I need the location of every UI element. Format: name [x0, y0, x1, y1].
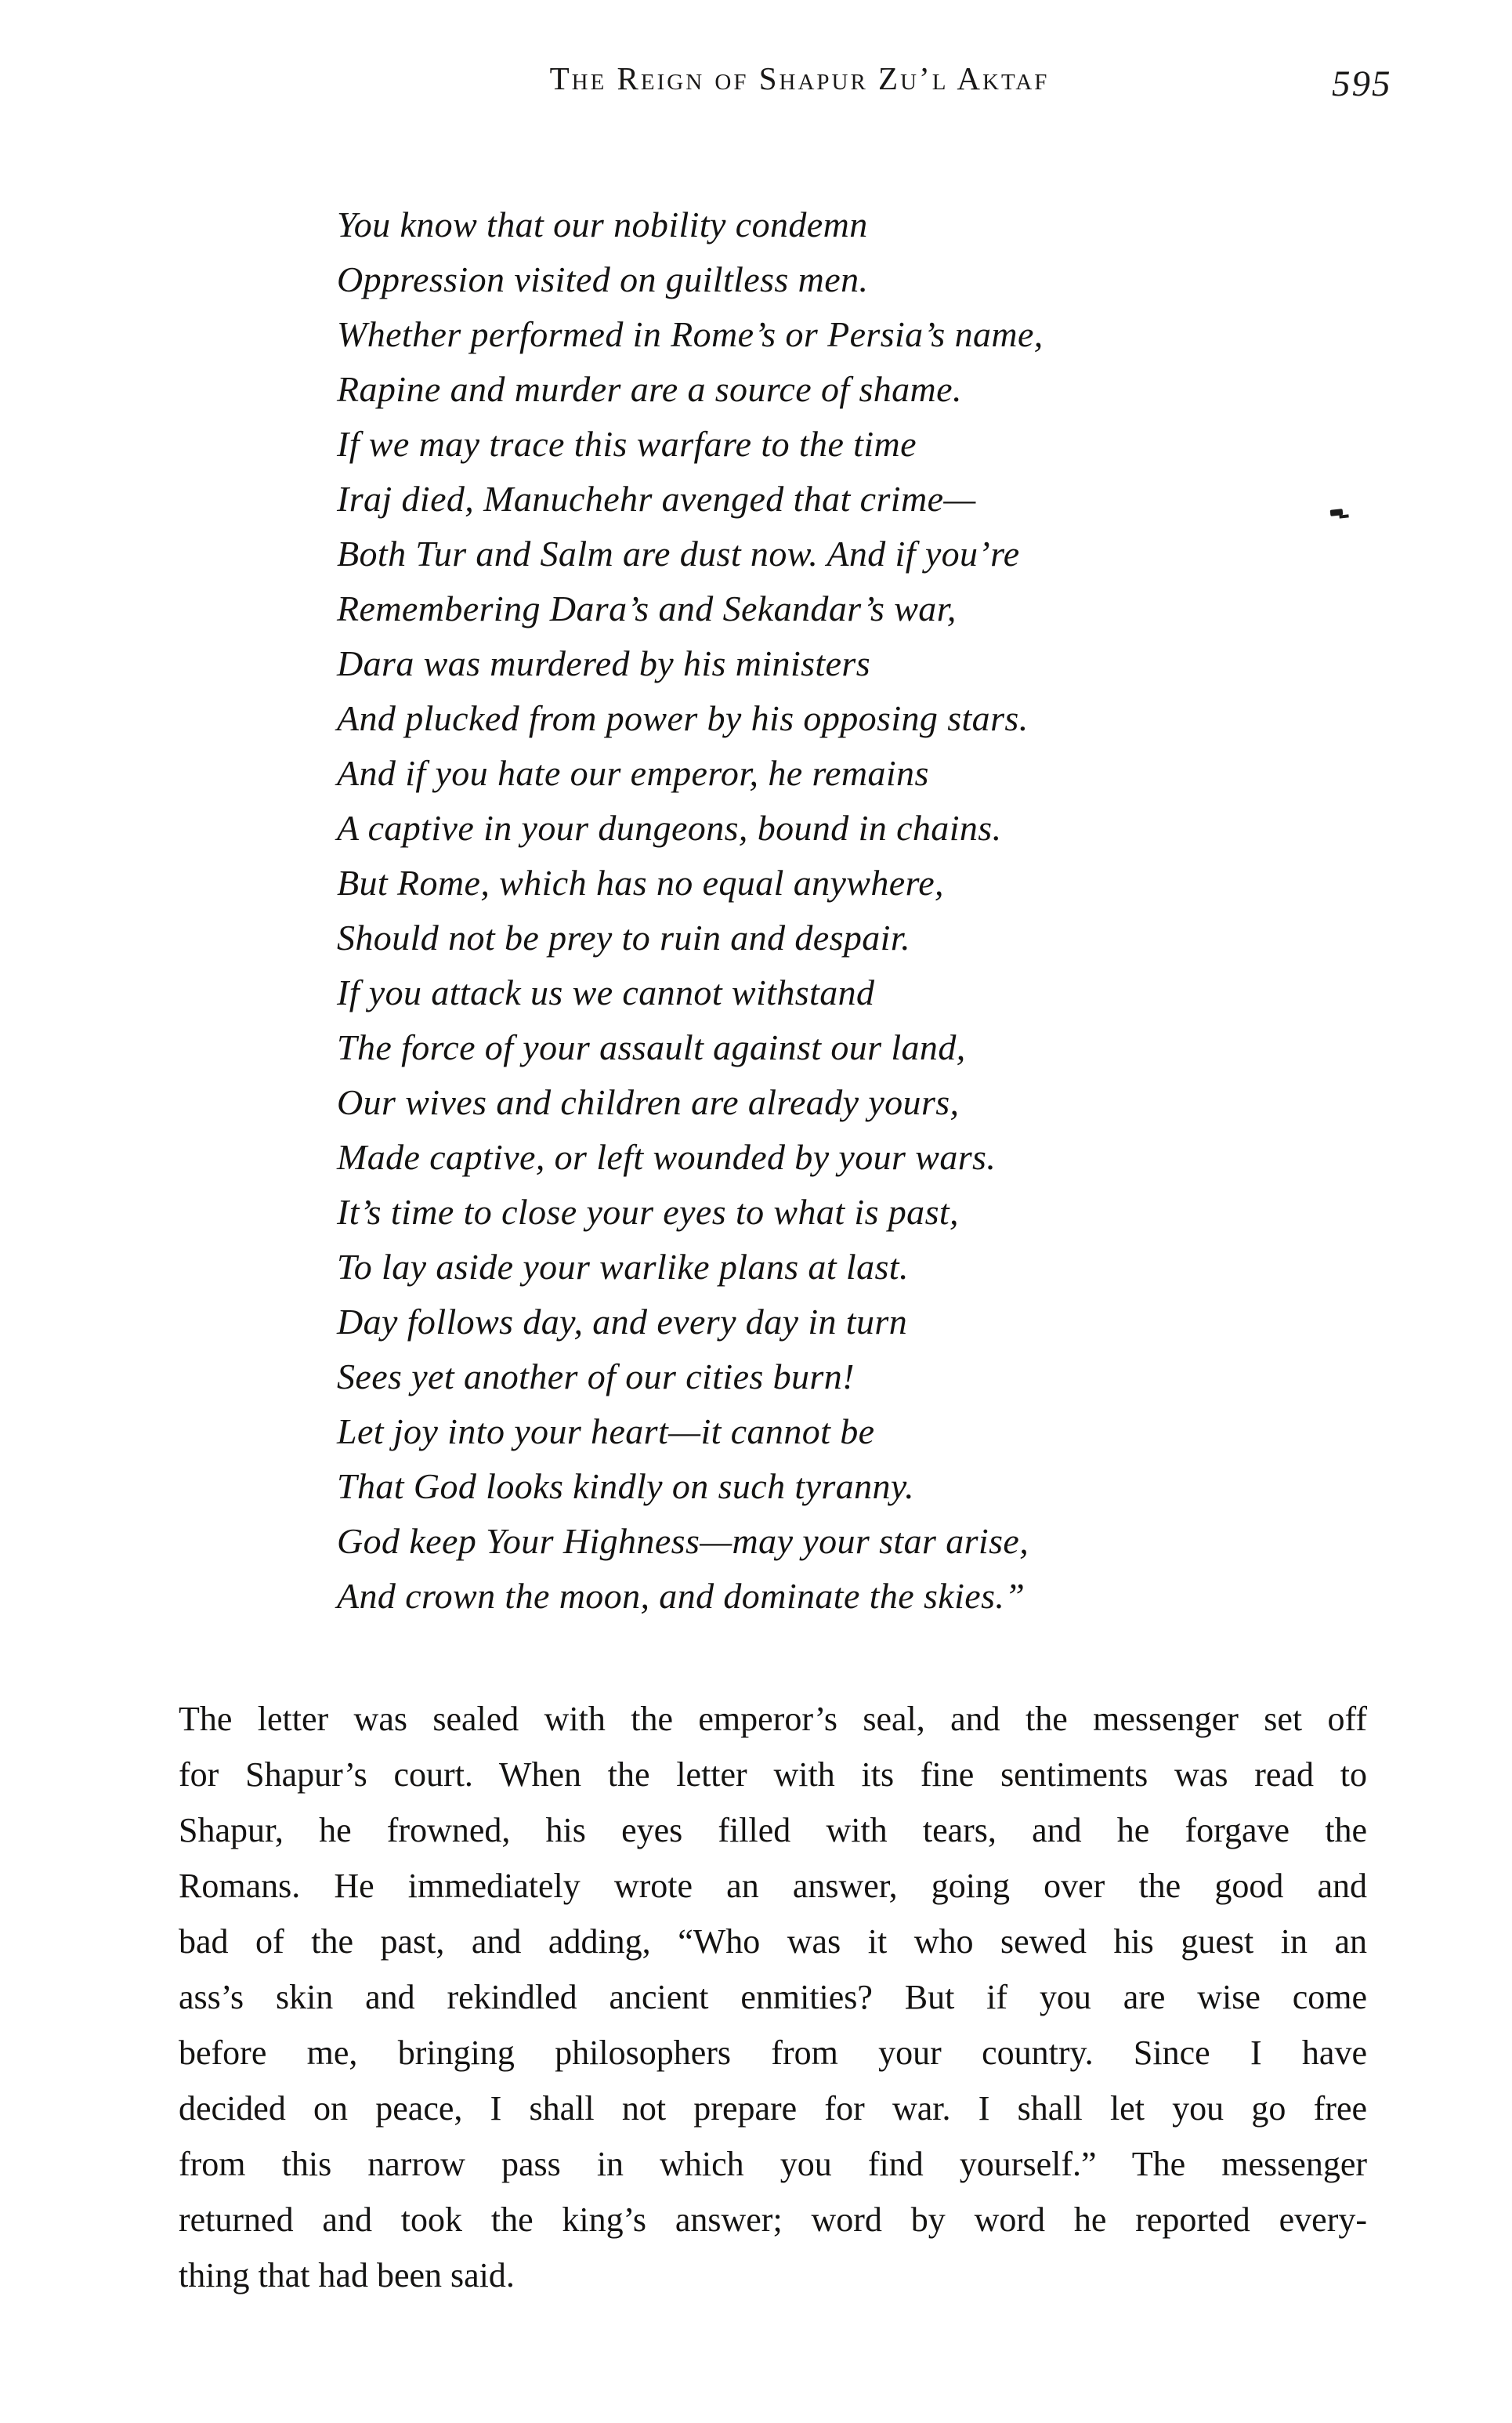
poem-line: That God looks kindly on such tyranny. [337, 1466, 915, 1506]
prose-line: thing that had been said. [179, 2256, 515, 2294]
poem-line: It’s time to close your eyes to what is past, [337, 1192, 959, 1232]
prose-line: Shapur, he frowned, his eyes filled with tears, and he forgave the [179, 1811, 1367, 1849]
poem-line: And crown the moon, and dominate the skies.” [337, 1576, 1025, 1616]
poem-line: If you attack us we cannot withstand [337, 972, 875, 1012]
poem-line: Made captive, or left wounded by your wars. [337, 1137, 997, 1177]
prose-line: decided on peace, I shall not prepare for war. I shall let you go free [179, 2089, 1367, 2128]
poem-line: If we may trace this warfare to the time [337, 424, 917, 464]
prose-line: before me, bringing philosophers from your country. Since I have [179, 2034, 1367, 2072]
poem-line: A captive in your dungeons, bound in chains. [337, 808, 1002, 848]
prose-line: for Shapur’s court. When the letter with its fine sentiments was read to [179, 1755, 1367, 1794]
poem-line: Dara was murdered by his ministers [337, 643, 871, 683]
prose-line: from this narrow pass in which you find yourself.” The messenger [179, 2145, 1367, 2183]
prose-paragraph [179, 1691, 1367, 2303]
prose-line: bad of the past, and adding, “Who was it who sewed his guest in an [179, 1922, 1367, 1961]
page-number: 595 [1332, 63, 1392, 104]
scan-speck [1330, 509, 1344, 516]
poem-line: And plucked from power by his opposing stars. [337, 698, 1029, 738]
poem-line: But Rome, which has no equal anywhere, [337, 863, 944, 903]
poem-line: To lay aside your warlike plans at last. [337, 1247, 909, 1287]
prose-line: Romans. He immediately wrote an answer, going over the good and [179, 1867, 1367, 1905]
poem-line: The force of your assault against our land, [337, 1027, 966, 1067]
poem-line: Let joy into your heart—it cannot be [337, 1411, 875, 1451]
poem-line: Day follows day, and every day in turn [337, 1302, 908, 1342]
prose-line: ass’s skin and rekindled ancient enmities? But if you are wise come [179, 1978, 1367, 2016]
prose-line: The letter was sealed with the emperor’s seal, and the messenger set off [179, 1700, 1367, 1738]
poem-line: Iraj died, Manuchehr avenged that crime— [337, 479, 976, 519]
poem-line: Sees yet another of our cities burn! [337, 1356, 855, 1396]
poem-line: God keep Your Highness—may your star arise, [337, 1521, 1029, 1561]
poem-line: Both Tur and Salm are dust now. And if you’re [337, 534, 1020, 574]
poem-line: Rapine and murder are a source of shame. [337, 369, 962, 409]
page-title: The Reign of Shapur Zu’l Aktaf [549, 60, 1050, 96]
poem-line: Whether performed in Rome’s or Persia’s name, [337, 314, 1044, 354]
poem-line: Should not be prey to ruin and despair. [337, 918, 910, 958]
prose-line: returned and took the king’s answer; word by word he reported every- [179, 2200, 1367, 2239]
poem-line: Our wives and children are already yours, [337, 1082, 960, 1122]
poem-line: And if you hate our emperor, he remains [337, 753, 929, 793]
poem-line: Remembering Dara’s and Sekandar’s war, [337, 589, 957, 628]
poem-line: Oppression visited on guiltless men. [337, 259, 869, 299]
poem-block [337, 197, 1044, 1624]
poem-line: You know that our nobility condemn [337, 205, 868, 244]
